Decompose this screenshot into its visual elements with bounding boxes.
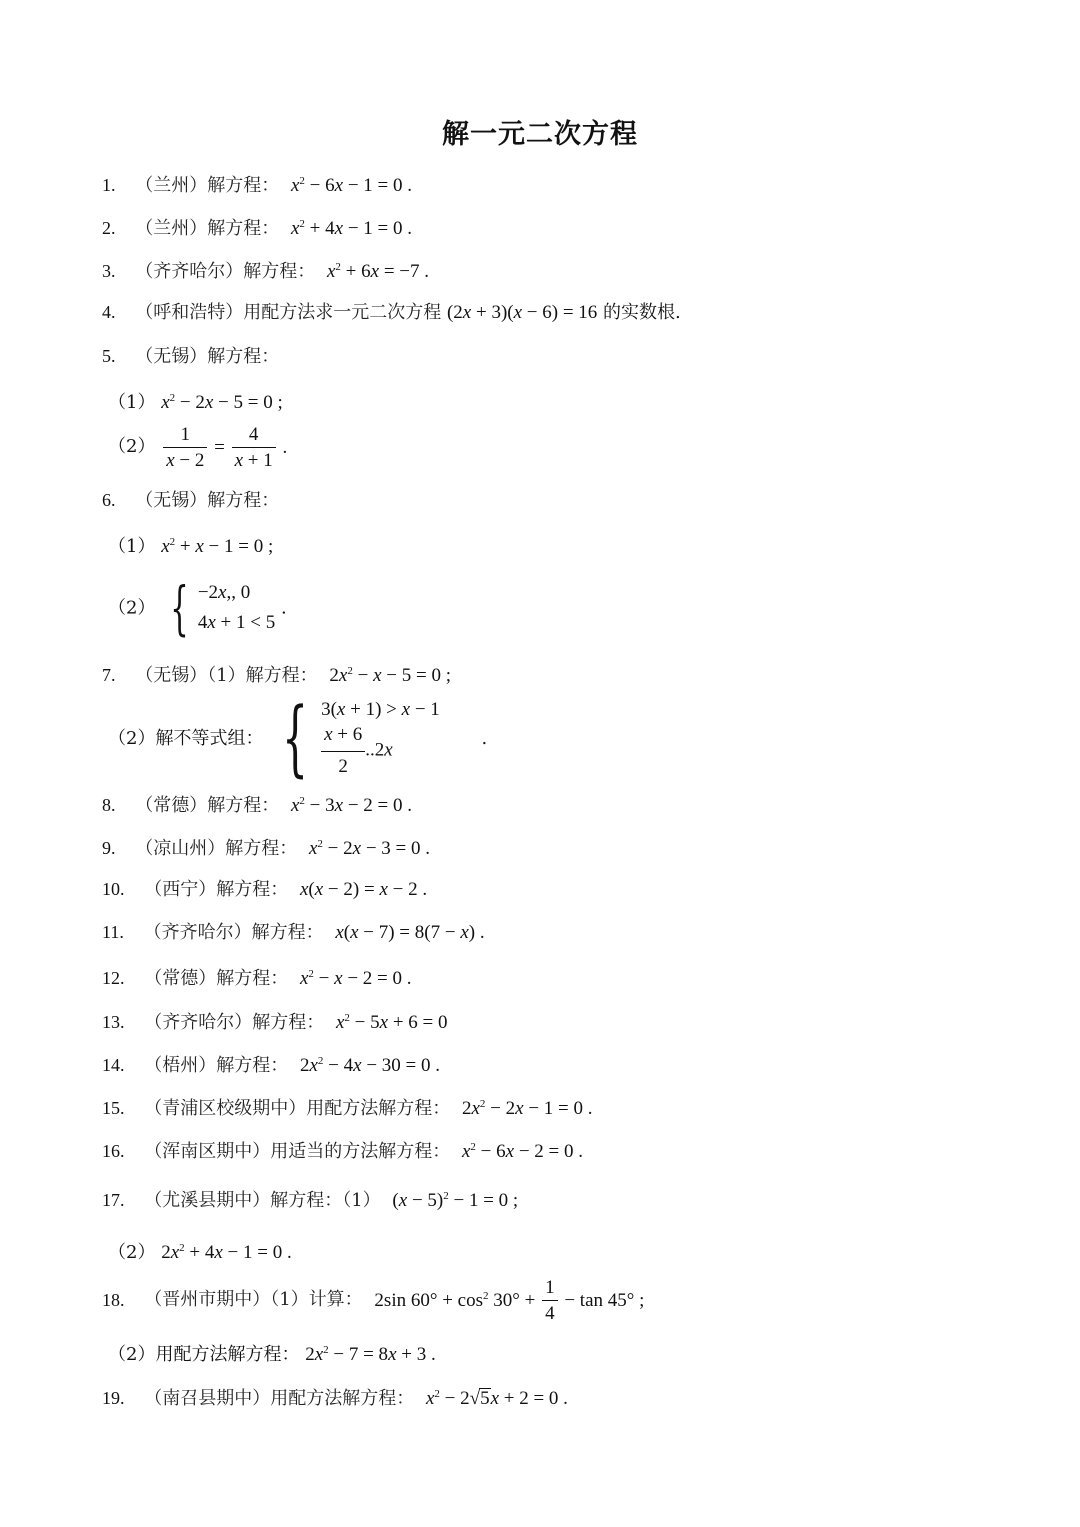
- problem-number: 18.: [102, 1289, 125, 1310]
- problem-12: [102, 969, 412, 988]
- problem-16: [102, 1142, 583, 1161]
- problem-3: [102, 262, 429, 281]
- problem-number: 17.: [102, 1190, 125, 1210]
- part-label: （2）: [108, 597, 156, 619]
- problem-source: （无锡）（1）解方程：: [135, 665, 318, 686]
- problem-number: 6.: [102, 490, 116, 510]
- problem-10: [102, 880, 427, 899]
- problem-number: 15.: [102, 1098, 125, 1118]
- problem-tail: 的实数根.: [603, 302, 681, 323]
- part-label: （2）: [108, 1242, 156, 1263]
- problem-source: （兰州）解方程：: [135, 175, 280, 196]
- fraction: $\frac{1}{x - 2}$: [163, 425, 207, 470]
- problem-6: [102, 491, 279, 510]
- inequality-system: −2x,, 0 4x + 1 < 5: [197, 582, 276, 634]
- problem-equation: $2x^2 - x - 5 = 0$ ;: [329, 665, 451, 686]
- problem-equation: 2sin $60^\circ + \cos^2 30^\circ$ + $\frac{1}{4}$ − tan 45° ;: [374, 1277, 645, 1324]
- problem-18-part-2: [108, 1345, 436, 1364]
- part-label: （2）解不等式组：: [108, 728, 264, 749]
- problem-equation: $x^2 + 4x - 1 = 0$ .: [290, 218, 412, 239]
- problem-5: [102, 347, 279, 366]
- problem-2: [102, 219, 412, 238]
- problem-equation: $x^2 - 3x - 2 = 0$ .: [290, 795, 412, 816]
- problem-number: 13.: [102, 1012, 125, 1032]
- problem-5-part-1: [108, 393, 283, 412]
- problem-source: （青浦区校级期中）用配方法解方程：: [144, 1098, 451, 1119]
- problem-number: 5.: [102, 346, 116, 366]
- problem-source: （常德）解方程：: [135, 795, 280, 816]
- problem-number: 1.: [102, 175, 116, 195]
- problem-source: （常德）解方程：: [144, 968, 289, 989]
- problem-equation: $2x^2 - 2x - 1 = 0$ .: [461, 1098, 593, 1119]
- problem-14: [102, 1056, 440, 1075]
- problem-source: （齐齐哈尔）解方程：: [143, 922, 324, 943]
- problem-equation: $2x^2 - 4x - 30 = 0$ .: [299, 1055, 440, 1076]
- problem-6-part-2: （2） { −2x,, 0 4x + 1 < 5 .: [108, 574, 287, 643]
- problem-equation: $\frac{1}{x - 2}$ = $\frac{4}{x + 1}$ .: [161, 436, 287, 457]
- problem-source: （齐齐哈尔）解方程：: [144, 1012, 325, 1033]
- problem-source: （浑南区期中）用适当的方法解方程：: [144, 1141, 451, 1162]
- brace-icon: {: [170, 574, 189, 643]
- problem-18: [102, 1278, 644, 1323]
- problem-4: [102, 303, 681, 322]
- inequality-system: 3(x + 1) > x − 1 $\frac{x + 6}{2}$ ..2x: [321, 699, 440, 777]
- part-label: （2）用配方法解方程：: [108, 1344, 300, 1365]
- problem-source: （无锡）解方程：: [135, 490, 280, 511]
- problem-equation: $x^2 - 5x + 6 = 0$: [335, 1012, 448, 1033]
- problem-5-part-2: [108, 425, 287, 470]
- problem-equation: $x^2 - 6x - 2 = 0$ .: [461, 1141, 583, 1162]
- problem-8: [102, 796, 412, 815]
- problem-equation: x(x − 2) = x − 2 .: [299, 879, 428, 900]
- problem-number: 2.: [102, 218, 116, 238]
- problem-number: 4.: [102, 302, 116, 322]
- problem-number: 16.: [102, 1141, 125, 1161]
- problem-equation: $2x^2 + 4x - 1 = 0$ .: [161, 1242, 292, 1263]
- problem-source: （南召县期中）用配方法解方程：: [144, 1388, 415, 1409]
- problem-15: [102, 1099, 593, 1118]
- problem-source: （呼和浩特）用配方法求一元二次方程: [135, 302, 442, 323]
- part-label: （1）: [108, 536, 156, 557]
- problem-source: （凉山州）解方程：: [135, 838, 298, 859]
- problem-17: [102, 1191, 518, 1210]
- problem-1: [102, 176, 412, 195]
- problem-equation: $x^2 + 6x = -7$ .: [326, 261, 429, 282]
- problem-11: [102, 923, 485, 942]
- sqrt-radicand: 5: [480, 1388, 490, 1409]
- problem-source: （西宁）解方程：: [144, 879, 289, 900]
- problem-source: （无锡）解方程：: [135, 346, 280, 367]
- part-label: （1）: [108, 392, 156, 413]
- problem-source: （晋州市期中）（1）计算：: [144, 1288, 363, 1310]
- problem-equation: $x^2 - 6x - 1 = 0$ .: [290, 175, 412, 196]
- problem-number: 12.: [102, 968, 125, 988]
- problem-17-part-2: [108, 1243, 292, 1262]
- problem-number: 14.: [102, 1055, 125, 1075]
- problem-number: 19.: [102, 1388, 125, 1408]
- problem-equation: $x^2 - x - 2 = 0$ .: [299, 968, 412, 989]
- problem-number: 7.: [102, 665, 116, 685]
- problem-number: 3.: [102, 261, 116, 281]
- problem-source: （齐齐哈尔）解方程：: [135, 261, 316, 282]
- problem-equation: $x^2 - 2√5x + 2 = 0$ .: [425, 1388, 568, 1409]
- part-label: （2）: [108, 435, 156, 457]
- problem-equation: $x^2 - 2x - 5 = 0$ ;: [161, 392, 283, 413]
- problem-equation: (2x + 3)(x − 6) = 16: [446, 302, 598, 323]
- problem-source: （兰州）解方程：: [135, 218, 280, 239]
- fraction: $\frac{1}{4}$: [542, 1278, 558, 1323]
- problem-equation: $x^2 - 2x - 3 = 0$ .: [308, 838, 430, 859]
- problem-6-part-1: [108, 537, 273, 556]
- problem-source: （梧州）解方程：: [144, 1055, 289, 1076]
- fraction: $\frac{4}{x + 1}$: [232, 425, 276, 470]
- problem-13: [102, 1013, 448, 1032]
- problem-equation: x(x − 7) = 8(7 − x) .: [335, 922, 485, 943]
- problem-equation: $2x^2 - 7 = 8x + 3$ .: [305, 1344, 436, 1365]
- problem-number: 8.: [102, 795, 116, 815]
- problem-19: [102, 1388, 568, 1408]
- brace-icon: {: [282, 691, 309, 786]
- problem-equation: $(x - 5)^2 - 1 = 0$ ;: [392, 1190, 519, 1211]
- problem-9: [102, 839, 430, 858]
- page-title: 解一元二次方程: [442, 119, 638, 150]
- problem-7-part-2: （2）解不等式组： { 3(x + 1) > x − 1 $\frac{x + 6}{2}$ ..2x .: [108, 691, 488, 786]
- problem-number: 9.: [102, 838, 116, 858]
- problem-number: 11.: [102, 922, 124, 942]
- problem-source: （尤溪县期中）解方程：（1）: [144, 1190, 381, 1211]
- problem-equation: $x^2 + x - 1 = 0$ ;: [161, 536, 274, 557]
- problem-7: [102, 666, 451, 685]
- problem-number: 10.: [102, 879, 125, 899]
